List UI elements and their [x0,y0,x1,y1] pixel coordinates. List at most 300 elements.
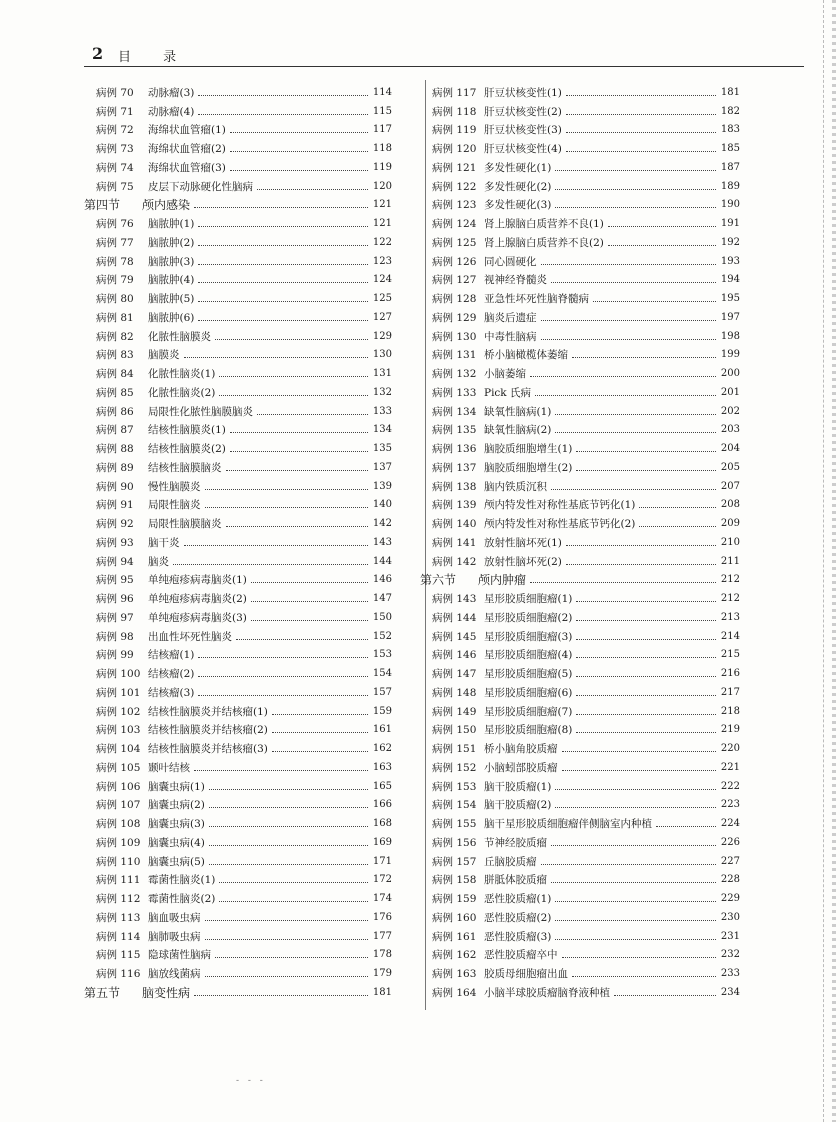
toc-case-entry[interactable] [420,833,740,852]
dot-leader [608,245,716,246]
toc-case-entry[interactable] [420,196,740,215]
entry-label: 病例 157 [432,855,477,868]
entry-title: 小脑半球胶质瘤脑脊液种植 [484,986,610,999]
entry-title: 丘脑胶质瘤 [484,855,537,868]
entry-page-number: 117 [372,124,392,136]
toc-case-entry[interactable] [84,721,392,740]
entry-title: 海绵状血管瘤(1) [148,124,226,137]
entry-title: 脑脓肿(1) [148,218,195,231]
entry-label: 病例 81 [96,311,134,324]
entry-page-number: 140 [372,499,392,511]
entry-title: 脑变性病 [142,985,191,1000]
entry-title: 星形胶质细胞瘤(5) [484,668,573,681]
dot-leader [209,826,368,827]
toc-case-entry[interactable] [84,571,392,590]
toc-case-entry[interactable] [420,946,740,965]
entry-title: 肾上腺脑白质营养不良(1) [484,218,604,231]
entry-title: 脑脓肿(3) [148,255,195,268]
toc-case-entry[interactable] [84,233,392,252]
toc-case-entry[interactable] [84,477,392,496]
entry-page-number: 192 [720,236,740,248]
toc-case-entry[interactable] [420,121,740,140]
toc-case-entry[interactable] [420,589,740,608]
entry-page-number: 226 [720,836,740,848]
toc-case-entry[interactable] [84,796,392,815]
dot-leader [566,132,716,133]
page-number: 2 [92,44,104,63]
entry-page-number: 232 [720,949,740,961]
dot-leader [593,301,716,302]
entry-title: 脑膜炎 [148,349,180,362]
toc-case-entry[interactable] [420,177,740,196]
entry-label: 病例 116 [96,968,141,981]
toc-case-entry[interactable] [84,552,392,571]
toc-case-entry[interactable] [84,833,392,852]
entry-page-number: 161 [372,724,392,736]
entry-page-number: 154 [372,668,392,680]
entry-title: 视神经脊髓炎 [484,274,547,287]
entry-page-number: 121 [372,218,392,230]
entry-title: 缺氧性脑病(1) [484,405,552,418]
entry-title: 脑干胶质瘤(2) [484,799,552,812]
entry-page-number: 228 [720,874,740,886]
binding-edge [832,0,836,1122]
toc-case-entry[interactable] [84,158,392,177]
toc-case-entry[interactable] [84,646,392,665]
dot-leader [198,657,368,658]
toc-case-entry[interactable] [420,158,740,177]
toc-case-entry[interactable] [84,177,392,196]
toc-case-entry[interactable] [84,402,392,421]
dot-leader [555,807,716,808]
toc-case-entry[interactable] [84,927,392,946]
entry-title: 恶性胶质瘤(1) [484,893,552,906]
entry-title: 结核性脑膜炎并结核瘤(1) [148,705,268,718]
entry-label: 病例 144 [432,611,477,624]
dot-leader [230,170,368,171]
toc-case-entry[interactable] [420,608,740,627]
dot-leader [572,357,716,358]
entry-label: 病例 114 [96,930,141,943]
entry-label: 病例 110 [96,855,141,868]
entry-page-number: 194 [720,274,740,286]
toc-case-entry[interactable] [420,364,740,383]
entry-label: 病例 153 [432,780,477,793]
entry-title: 肝豆状核变性(3) [484,124,562,137]
entry-page-number: 212 [720,574,740,586]
dot-leader [219,376,368,377]
toc-case-entry[interactable] [84,289,392,308]
entry-label: 病例 155 [432,818,477,831]
entry-label: 病例 96 [96,593,134,606]
entry-title: 亚急性坏死性脑脊髓病 [484,293,589,306]
entry-page-number: 208 [720,499,740,511]
entry-label: 病例 130 [432,330,477,343]
entry-page-number: 219 [720,724,740,736]
toc-case-entry[interactable] [420,721,740,740]
entry-page-number: 125 [372,293,392,305]
entry-title: 脑干炎 [148,536,180,549]
entry-page-number: 120 [372,180,392,192]
toc-case-entry[interactable] [420,421,740,440]
entry-page-number: 200 [720,368,740,380]
dot-leader [198,95,368,96]
entry-label: 病例 79 [96,274,134,287]
entry-title: 脑囊虫病(5) [148,855,205,868]
toc-case-entry[interactable] [84,458,392,477]
entry-page-number: 135 [372,443,392,455]
entry-label: 病例 143 [432,593,477,606]
entry-title: 动脉瘤(3) [148,86,195,99]
entry-page-number: 234 [720,986,740,998]
entry-label: 病例 163 [432,968,477,981]
toc-case-entry[interactable] [420,496,740,515]
entry-title: 星形胶质细胞瘤(4) [484,649,573,662]
entry-label: 病例 98 [96,630,134,643]
toc-case-entry[interactable] [84,364,392,383]
entry-label: 病例 97 [96,611,134,624]
entry-title: 桥小脑橄榄体萎缩 [484,349,568,362]
toc-case-entry[interactable] [420,233,740,252]
toc-case-entry[interactable] [84,421,392,440]
entry-title: 海绵状血管瘤(3) [148,161,226,174]
entry-page-number: 178 [372,949,392,961]
dot-leader [205,507,369,508]
toc-case-entry[interactable] [84,814,392,833]
entry-label: 病例 103 [96,724,141,737]
entry-label: 病例 136 [432,443,477,456]
entry-label: 病例 122 [432,180,477,193]
entry-label: 病例 128 [432,293,477,306]
dot-leader [555,207,716,208]
entry-page-number: 118 [372,143,392,155]
toc-case-entry[interactable] [420,739,740,758]
entry-label: 病例 142 [432,555,477,568]
toc-case-entry[interactable] [84,946,392,965]
toc-case-entry[interactable] [420,83,740,102]
toc-case-entry[interactable] [84,627,392,646]
toc-case-entry[interactable] [84,589,392,608]
toc-case-entry[interactable] [84,664,392,683]
toc-case-entry[interactable] [420,871,740,890]
entry-page-number: 185 [720,143,740,155]
toc-case-entry[interactable] [84,777,392,796]
entry-title: 星形胶质细胞瘤(7) [484,705,573,718]
dot-leader [555,920,716,921]
toc-case-entry[interactable] [420,908,740,927]
header-rule [84,66,804,67]
toc-case-entry[interactable] [84,496,392,515]
entry-label: 病例 92 [96,518,134,531]
toc-case-entry[interactable] [84,871,392,890]
entry-page-number: 215 [720,649,740,661]
entry-label: 病例 71 [96,105,134,118]
toc-case-entry[interactable] [84,514,392,533]
page-header [84,42,804,68]
dot-leader [198,264,368,265]
entry-title: 颅内特发性对称性基底节钙化(2) [484,518,636,531]
toc-case-entry[interactable] [84,908,392,927]
entry-page-number: 133 [372,405,392,417]
dot-leader [555,901,716,902]
toc-case-entry[interactable] [84,739,392,758]
entry-page-number: 130 [372,349,392,361]
entry-label: 病例 90 [96,480,134,493]
entry-title: 星形胶质细胞瘤(3) [484,630,573,643]
toc-case-entry[interactable] [420,402,740,421]
toc-case-entry[interactable] [420,139,740,158]
entry-page-number: 152 [372,630,392,642]
toc-case-entry[interactable] [420,533,740,552]
toc-section-entry[interactable] [420,571,740,590]
dot-leader [614,995,716,996]
entry-title: 化脓性脑膜炎 [148,330,211,343]
entry-title: 单纯疱疹病毒脑炎(2) [148,593,247,606]
dot-leader [230,432,368,433]
entry-title: 多发性硬化(1) [484,161,552,174]
toc-case-entry[interactable] [420,927,740,946]
entry-page-number: 114 [372,86,392,98]
toc-case-entry[interactable] [420,327,740,346]
entry-label: 病例 131 [432,349,477,362]
toc-case-entry[interactable] [84,102,392,121]
entry-label: 病例 94 [96,555,134,568]
dot-leader [209,864,368,865]
entry-title: 同心圆硬化 [484,255,537,268]
toc-case-entry[interactable] [420,252,740,271]
toc-case-entry[interactable] [84,252,392,271]
entry-page-number: 153 [372,649,392,661]
dot-leader [215,339,368,340]
entry-label: 病例 145 [432,630,477,643]
toc-case-entry[interactable] [420,346,740,365]
entry-title: 脑囊虫病(2) [148,799,205,812]
dot-leader [194,995,368,996]
dot-leader [251,601,368,602]
entry-label: 病例 85 [96,386,134,399]
entry-title: 恶性胶质瘤(2) [484,911,552,924]
toc-case-entry[interactable] [420,646,740,665]
entry-page-number: 176 [372,911,392,923]
entry-page-number: 121 [372,199,392,211]
dot-leader [198,226,368,227]
entry-label: 病例 134 [432,405,477,418]
entry-page-number: 223 [720,799,740,811]
entry-page-number: 127 [372,311,392,323]
entry-label: 病例 77 [96,236,134,249]
entry-label: 病例 105 [96,761,141,774]
entry-label: 病例 93 [96,536,134,549]
toc-case-entry[interactable] [84,83,392,102]
toc-case-entry[interactable] [420,983,740,1002]
entry-page-number: 210 [720,536,740,548]
scan-edge [823,0,827,1122]
toc-case-entry[interactable] [84,758,392,777]
entry-label: 病例 158 [432,874,477,887]
toc-case-entry[interactable] [84,889,392,908]
toc-case-entry[interactable] [420,458,740,477]
entry-page-number: 193 [720,255,740,267]
entry-title: 脑血吸虫病 [148,911,201,924]
entry-title: 星形胶质细胞瘤(1) [484,593,573,606]
toc-case-entry[interactable] [420,102,740,121]
toc-case-entry[interactable] [420,889,740,908]
toc-section-entry[interactable] [84,196,392,215]
toc-case-entry[interactable] [420,683,740,702]
entry-page-number: 212 [720,593,740,605]
dot-leader [566,114,716,115]
entry-title: 脑内铁质沉积 [484,480,547,493]
entry-label: 第六节 [420,573,457,588]
entry-page-number: 195 [720,293,740,305]
toc-case-entry[interactable] [420,814,740,833]
toc-case-entry[interactable] [84,271,392,290]
toc-case-entry[interactable] [84,964,392,983]
entry-page-number: 150 [372,611,392,623]
entry-label: 病例 123 [432,199,477,212]
toc-case-entry[interactable] [84,852,392,871]
entry-page-number: 229 [720,893,740,905]
entry-page-number: 187 [720,161,740,173]
dot-leader [230,451,368,452]
dot-leader [226,526,369,527]
entry-label: 病例 108 [96,818,141,831]
entry-title: 脑脓肿(2) [148,236,195,249]
toc-case-entry[interactable] [84,383,392,402]
entry-label: 病例 84 [96,368,134,381]
entry-title: 恶性胶质瘤卒中 [484,949,558,962]
entry-page-number: 211 [720,555,740,567]
entry-title: 化脓性脑炎(2) [148,386,216,399]
entry-label: 病例 159 [432,893,477,906]
dot-leader [251,582,368,583]
dot-leader [562,770,717,771]
entry-page-number: 165 [372,780,392,792]
entry-page-number: 217 [720,686,740,698]
toc-case-entry[interactable] [420,289,740,308]
dot-leader [209,845,368,846]
entry-title: 颅内感染 [142,198,191,213]
toc-case-entry[interactable] [84,214,392,233]
dot-leader [198,245,368,246]
entry-page-number: 190 [720,199,740,211]
dot-leader [215,957,368,958]
entry-title: 脑胶质细胞增生(2) [484,461,573,474]
entry-label: 病例 118 [432,105,477,118]
toc-case-entry[interactable] [420,627,740,646]
toc-case-entry[interactable] [420,796,740,815]
toc-case-entry[interactable] [84,308,392,327]
entry-page-number: 183 [720,124,740,136]
entry-page-number: 122 [372,236,392,248]
entry-title: 霉菌性脑炎(1) [148,874,216,887]
entry-title: 结核性脑膜炎(1) [148,424,226,437]
toc-case-entry[interactable] [84,683,392,702]
entry-page-number: 197 [720,311,740,323]
toc-case-entry[interactable] [84,702,392,721]
toc-case-entry[interactable] [84,121,392,140]
entry-page-number: 171 [372,855,392,867]
toc-case-entry[interactable] [420,664,740,683]
entry-label: 病例 83 [96,349,134,362]
dot-leader [541,339,717,340]
entry-label: 病例 113 [96,911,141,924]
entry-title: 颅内肿瘤 [478,573,527,588]
toc-case-entry[interactable] [420,758,740,777]
entry-page-number: 181 [372,986,392,998]
toc-case-entry[interactable] [84,533,392,552]
toc-case-entry[interactable] [420,702,740,721]
toc-case-entry[interactable] [420,383,740,402]
toc-case-entry[interactable] [84,608,392,627]
entry-title: 多发性硬化(2) [484,180,552,193]
toc-case-entry[interactable] [84,139,392,158]
dot-leader [272,751,368,752]
toc-section-entry[interactable] [84,983,392,1002]
entry-title: 星形胶质细胞瘤(8) [484,724,573,737]
entry-title: 局限性脑炎 [148,499,201,512]
entry-label: 病例 146 [432,649,477,662]
entry-page-number: 177 [372,930,392,942]
entry-label: 病例 87 [96,424,134,437]
toc-case-entry[interactable] [420,777,740,796]
entry-title: 星形胶质细胞瘤(6) [484,686,573,699]
dot-leader [576,620,716,621]
entry-label: 第五节 [84,985,121,1000]
entry-page-number: 115 [372,105,392,117]
entry-label: 病例 154 [432,799,477,812]
entry-title: 脑炎 [148,555,169,568]
toc-case-entry[interactable] [420,308,740,327]
dot-leader [576,657,716,658]
entry-page-number: 157 [372,686,392,698]
toc-case-entry[interactable] [84,327,392,346]
toc-case-entry[interactable] [420,271,740,290]
entry-title: 放射性脑坏死(1) [484,536,562,549]
toc-case-entry[interactable] [420,514,740,533]
dot-leader [576,714,716,715]
dot-leader [230,151,368,152]
toc-case-entry[interactable] [84,346,392,365]
entry-label: 病例 132 [432,368,477,381]
dot-leader [205,939,369,940]
toc-case-entry[interactable] [420,477,740,496]
entry-label: 病例 156 [432,836,477,849]
dot-leader [576,601,716,602]
toc-case-entry[interactable] [420,214,740,233]
entry-title: 单纯疱疹病毒脑炎(3) [148,611,247,624]
entry-title: 脑胶质细胞增生(1) [484,443,573,456]
toc-case-entry[interactable] [420,852,740,871]
toc-case-entry[interactable] [420,964,740,983]
entry-title: 结核性脑膜脑炎 [148,461,222,474]
entry-label: 病例 115 [96,949,141,962]
dot-leader [257,414,368,415]
dot-leader [639,526,716,527]
entry-title: 化脓性脑炎(1) [148,368,216,381]
dot-leader [576,695,716,696]
dot-leader [551,845,716,846]
entry-page-number: 146 [372,574,392,586]
entry-title: 胼胝体胶质瘤 [484,874,547,887]
toc-case-entry[interactable] [420,552,740,571]
entry-label: 病例 86 [96,405,134,418]
toc-case-entry[interactable] [420,439,740,458]
dot-leader [566,95,716,96]
toc-case-entry[interactable] [84,439,392,458]
entry-label: 病例 101 [96,686,141,699]
entry-page-number: 198 [720,330,740,342]
